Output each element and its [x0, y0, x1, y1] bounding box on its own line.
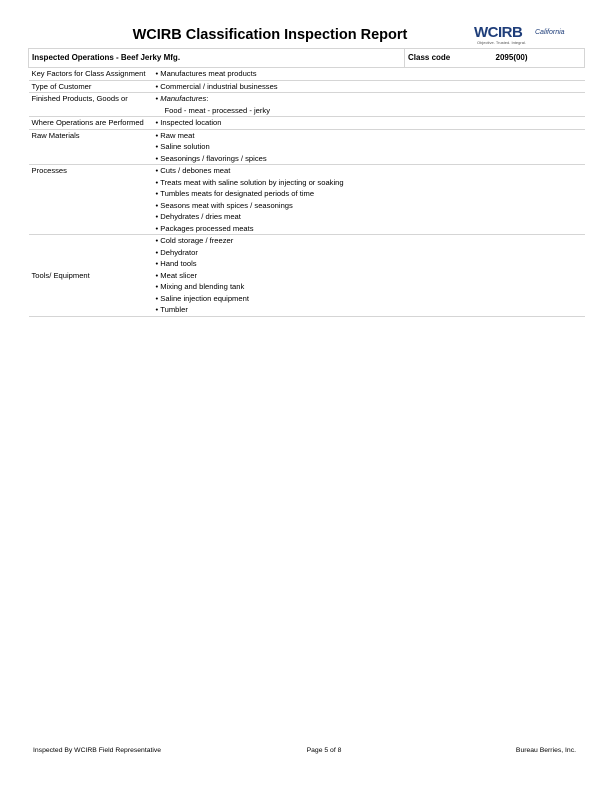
list-item: • Seasons meat with spices / seasonings: [156, 200, 583, 212]
logo-region: California: [535, 29, 565, 36]
list-item: • Cuts / debones meat: [156, 165, 583, 177]
row-values-tools: [153, 235, 585, 317]
operations-header-row: [29, 49, 585, 68]
list-item: • Dehydrator: [156, 247, 583, 259]
row-label-raw-materials: Raw Materials: [29, 129, 153, 165]
class-code-value: 2095(00): [493, 49, 585, 68]
footer-inspector: Inspected By WCIRB Field Representative: [33, 747, 162, 754]
heading-colon: :: [206, 94, 209, 103]
row-label-where: Where Operations are Performed: [29, 117, 153, 130]
table-row: [29, 165, 585, 235]
table-row: [29, 93, 585, 117]
wcirb-logo: [474, 25, 570, 47]
list-item: • Tumbler: [156, 304, 583, 316]
list-item: • Treats meat with saline solution by injecting or soaking: [156, 177, 583, 189]
list-item: • Inspected location: [156, 117, 583, 129]
list-item: • Commercial / industrial businesses: [156, 81, 583, 93]
table-row: [29, 68, 585, 81]
footer-page-number: Page 5 of 8: [306, 747, 342, 754]
list-item: • Cold storage / freezer: [156, 235, 583, 247]
product-detail: Food - meat - processed - jerky: [164, 105, 271, 115]
row-label-tools: Tools/ Equipment: [29, 235, 153, 317]
list-item: • Dehydrates / dries meat: [156, 211, 583, 223]
list-item: • Tumbles meats for designated periods of time: [156, 188, 583, 200]
list-item: • Packages processed meats: [156, 223, 583, 235]
row-values-key-factors: [153, 68, 585, 81]
list-item: • Manufactures meat products: [156, 68, 583, 80]
row-label-customer: Type of Customer: [29, 80, 153, 93]
class-code-label: Class code: [405, 49, 493, 68]
row-label-processes: Processes: [29, 165, 153, 235]
row-label-key-factors: Key Factors for Class Assignment: [29, 68, 153, 81]
row-values-finished-products: [153, 93, 585, 117]
row-label-finished-products: Finished Products, Goods or: [29, 93, 153, 117]
list-item: • Raw meat: [156, 130, 583, 142]
manufactures-heading: Manufactures: [160, 94, 207, 103]
table-row: [29, 235, 585, 317]
row-values-customer: [153, 80, 585, 93]
list-item: • Seasonings / flavorings / spices: [156, 153, 583, 165]
report-title: WCIRB Classification Inspection Report: [132, 27, 408, 43]
logo-tagline: Objective. Trusted. Integral.: [477, 40, 526, 45]
row-values-processes: [153, 165, 585, 235]
logo-wordmark: WCIRB: [474, 24, 523, 41]
list-item: • Saline solution: [156, 141, 583, 153]
operations-label: Inspected Operations - Beef Jerky Mfg.: [29, 49, 405, 68]
list-item: • Mixing and blending tank: [156, 281, 583, 293]
list-item: • Meat slicer: [156, 270, 583, 282]
table-row: [29, 129, 585, 165]
inspection-table: [28, 48, 585, 317]
row-values-raw-materials: [153, 129, 585, 165]
table-row: [29, 117, 585, 130]
list-item: [156, 93, 583, 105]
table-row: [29, 80, 585, 93]
footer-company: Bureau Berries, Inc.: [515, 747, 576, 754]
list-item: • Hand tools: [156, 258, 583, 270]
row-values-where: [153, 117, 585, 130]
list-item: • Saline injection equipment: [156, 293, 583, 305]
